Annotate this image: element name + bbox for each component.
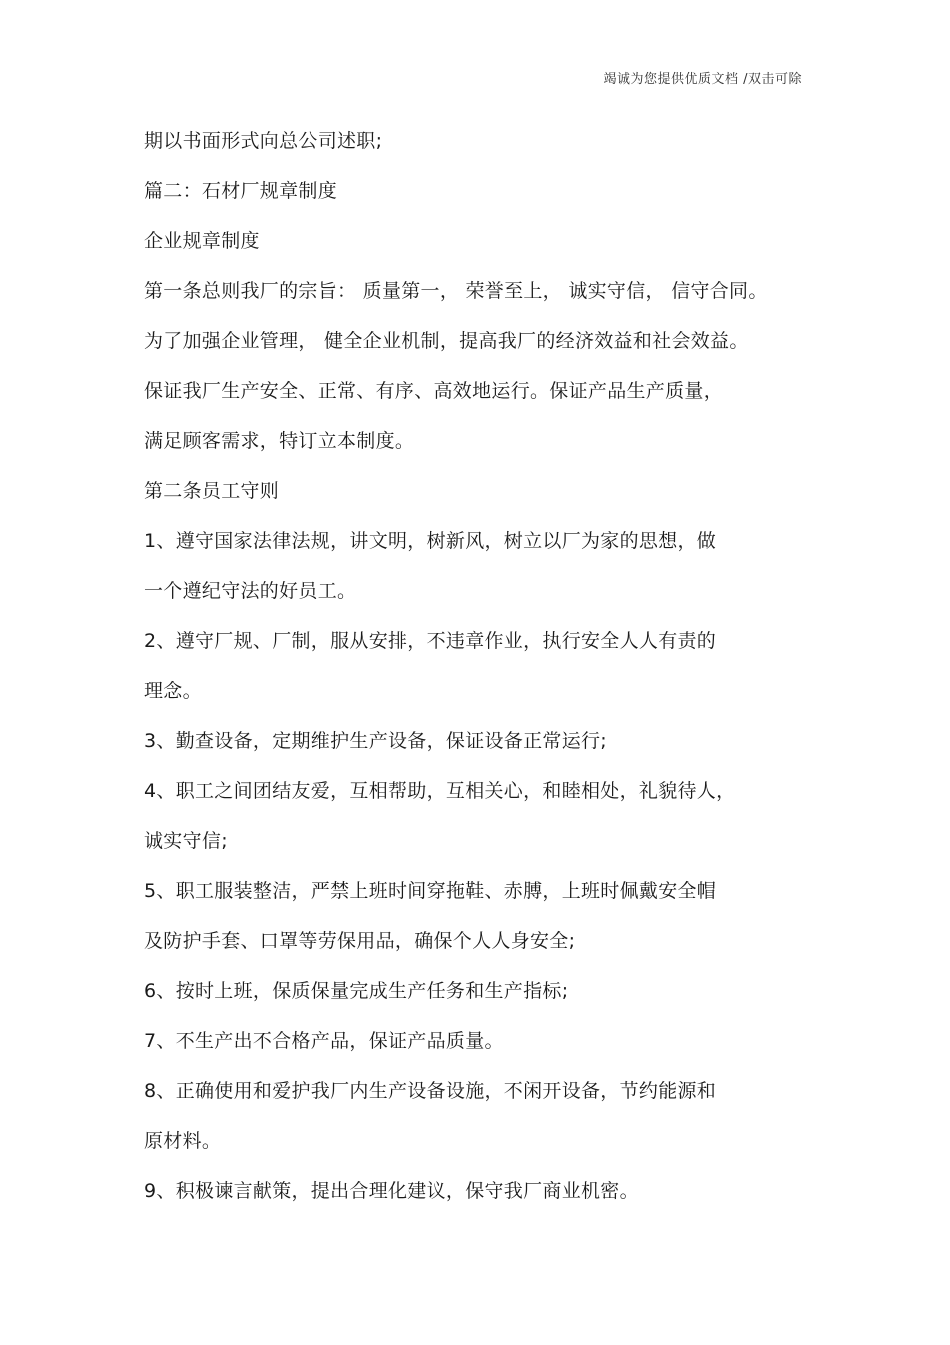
text-line: 6、按时上班，保质保量完成生产任务和生产指标; (144, 980, 569, 1002)
section-title: 篇二：石材厂规章制度 (144, 180, 338, 202)
text-line: 满足顾客需求，特订立本制度。 (144, 430, 415, 452)
text-line: 2、遵守厂规、厂制，服从安排，不违章作业，执行安全人人有责的 (144, 630, 717, 652)
text-line: 诚实守信; (144, 830, 228, 852)
article-heading: 第二条员工守则 (144, 480, 280, 502)
subsection-title: 企业规章制度 (144, 230, 260, 252)
text-line: 原材料。 (144, 1130, 222, 1152)
text-line: 保证我厂生产安全、正常、有序、高效地运行。保证产品生产质量， (144, 380, 724, 402)
text-line: 8、正确使用和爱护我厂内生产设备设施，不闲开设备，节约能源和 (144, 1080, 717, 1102)
text-line: 7、不生产出不合格产品，保证产品质量。 (144, 1030, 504, 1052)
text-line: 1、遵守国家法律法规，讲文明，树新风，树立以厂为家的思想，做 (144, 530, 717, 552)
document-body (144, 125, 824, 1225)
text-line: 第一条总则我厂的宗旨： 质量第一， 荣誉至上， 诚实守信， 信守合同。 (144, 280, 768, 302)
text-line: 期以书面形式向总公司述职; (144, 130, 383, 152)
text-line: 一个遵纪守法的好员工。 (144, 580, 357, 602)
header-note: 竭诚为您提供优质文档 /双击可除 (603, 72, 802, 87)
text-line: 4、职工之间团结友爱，互相帮助，互相关心，和睦相处，礼貌待人， (144, 780, 736, 802)
text-line: 3、勤查设备，定期维护生产设备，保证设备正常运行; (144, 730, 607, 752)
text-line: 及防护手套、口罩等劳保用品，确保个人人身安全; (144, 930, 576, 952)
text-line: 理念。 (144, 680, 202, 702)
text-line: 9、积极谏言献策，提出合理化建议，保守我厂商业机密。 (144, 1180, 639, 1202)
text-line: 为了加强企业管理， 健全企业机制，提高我厂的经济效益和社会效益。 (144, 330, 749, 352)
text-line: 5、职工服装整洁，严禁上班时间穿拖鞋、赤膊，上班时佩戴安全帽 (144, 880, 717, 902)
